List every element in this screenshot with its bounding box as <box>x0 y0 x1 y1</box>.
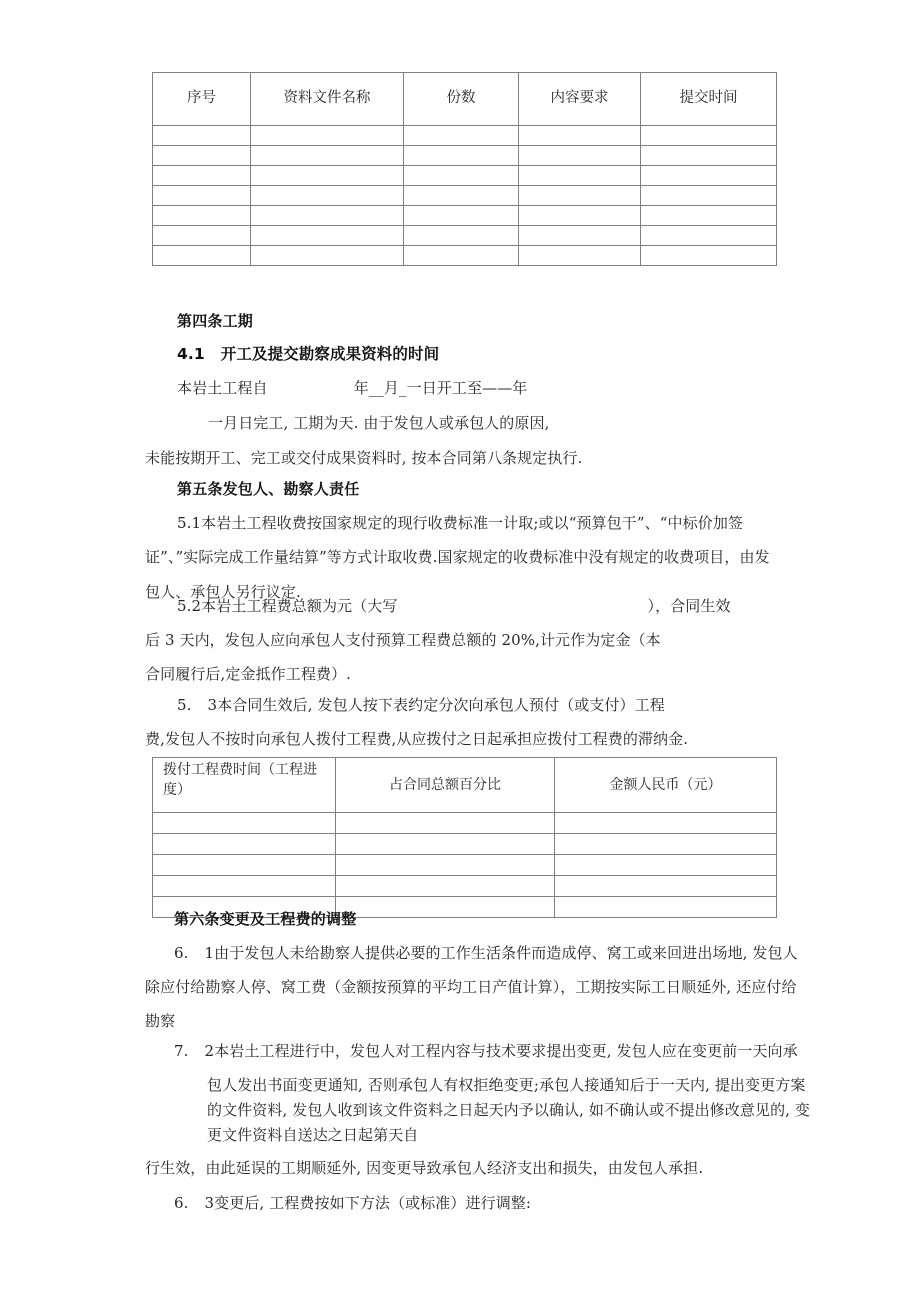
table-cell[interactable] <box>519 166 641 186</box>
table-row <box>153 876 777 897</box>
section-5-2-line-3: 合同履行后,定金抵作工程费）. <box>145 665 352 683</box>
table-row <box>153 166 777 186</box>
table-cell[interactable] <box>251 166 404 186</box>
table-cell[interactable] <box>336 855 555 876</box>
table-cell[interactable] <box>251 126 404 146</box>
article-4-line-1 <box>177 377 527 398</box>
table-row <box>153 246 777 266</box>
section-5-3-line-2: 费,发包人不按时向承包人拨付工程费,从应拨付之日起承担应拨付工程费的滞纳金. <box>145 730 689 748</box>
table-cell[interactable] <box>404 126 519 146</box>
table-cell[interactable] <box>153 166 251 186</box>
table-cell[interactable] <box>555 855 777 876</box>
table-cell[interactable] <box>641 146 777 166</box>
article-6-heading: 第六条变更及工程费的调整 <box>174 910 357 928</box>
column-header-filename: 资料文件名称 <box>251 73 404 126</box>
table-row <box>153 855 777 876</box>
table-cell[interactable] <box>153 813 336 834</box>
table-cell[interactable] <box>153 876 336 897</box>
table-cell[interactable] <box>251 206 404 226</box>
table-cell[interactable] <box>555 834 777 855</box>
table-cell[interactable] <box>641 226 777 246</box>
section-5-3-number: 5. <box>177 696 192 714</box>
table-row <box>153 226 777 246</box>
section-5-2-line-2: 后 3 天内，发包人应向承包人支付预算工程费总额的 20%,计元作为定金（本 <box>145 631 661 649</box>
table-cell[interactable] <box>336 897 555 918</box>
column-header-index: 序号 <box>153 73 251 126</box>
section-6-2-number: 7. <box>174 1042 189 1060</box>
column-header-percentage: 占合同总额百分比 <box>336 758 555 813</box>
article-4-line-1-suffix: 年__月_一日开工至——年 <box>353 379 528 397</box>
section-6-1-line-1 <box>174 942 798 963</box>
article-5-heading: 第五条发包人、勘察人责任 <box>177 480 360 498</box>
table-cell[interactable] <box>555 897 777 918</box>
column-header-amount-rmb: 金额人民币（元） <box>555 758 777 813</box>
section-6-1-line-2: 除应付给勘察人停、窝工费（金额按预算的平均工日产值计算），工期按实际工日顺延外, 还应付给 <box>145 978 797 996</box>
section-4-1-heading <box>177 342 439 364</box>
table-cell[interactable] <box>404 226 519 246</box>
section-5-2-line-1-prefix: 5.2本岩土工程费总额为元（大写 <box>177 597 398 615</box>
section-6-1-line-3: 勘察 <box>145 1012 176 1030</box>
table-cell[interactable] <box>336 834 555 855</box>
table-cell[interactable] <box>641 206 777 226</box>
table-cell[interactable] <box>519 226 641 246</box>
table-cell[interactable] <box>336 876 555 897</box>
section-5-2-line-1 <box>177 595 731 616</box>
table-row <box>153 813 777 834</box>
table-cell[interactable] <box>519 246 641 266</box>
table-cell[interactable] <box>519 146 641 166</box>
article-4-heading: 第四条工期 <box>177 312 254 330</box>
section-5-3-line-1 <box>177 694 665 715</box>
column-header-submit-time: 提交时间 <box>641 73 777 126</box>
column-header-copies: 份数 <box>404 73 519 126</box>
table-header-row <box>153 73 777 126</box>
table-cell[interactable] <box>153 834 336 855</box>
section-6-1-number: 6. <box>174 944 189 962</box>
section-5-1-line-1: 5.1本岩土工程收费按国家规定的现行收费标准一计取;或以“预算包干”、“中标价加签 <box>177 514 744 532</box>
article-4-line-1-prefix: 本岩土工程自 <box>177 379 268 397</box>
section-6-2-text: 2本岩土工程进行中，发包人对工程内容与技术要求提出变更, 发包人应在变更前一天向承 <box>204 1042 798 1060</box>
section-5-2-line-1-suffix: ），合同生效 <box>647 597 731 615</box>
table-row <box>153 206 777 226</box>
article-4-line-3: 未能按期开工、完工或交付成果资料时, 按本合同第八条规定执行. <box>145 449 583 467</box>
table-cell[interactable] <box>641 126 777 146</box>
section-6-2-line-5: 行生效，由此延误的工期顺延外, 因变更导致承包人经济支出和损失，由发包人承担. <box>145 1159 704 1177</box>
table-cell[interactable] <box>555 813 777 834</box>
section-6-2-line-2: 包人发出书面变更通知, 否则承包人有权拒绝变更;承包人接通知后于一天内, 提出变更方案 <box>207 1076 806 1094</box>
table-cell[interactable] <box>251 226 404 246</box>
column-header-payment-time: 拨付工程费时间（工程进度） <box>153 758 336 813</box>
table-cell[interactable] <box>404 146 519 166</box>
column-header-content-requirement: 内容要求 <box>519 73 641 126</box>
table-row <box>153 834 777 855</box>
section-6-3-number: 6. <box>174 1194 189 1212</box>
table-cell[interactable] <box>153 186 251 206</box>
table-row <box>153 186 777 206</box>
section-5-1-line-2: 证”、”实际完成工作量结算”等方式计取收费.国家规定的收费标准中没有规定的收费项目，由发 <box>145 548 770 566</box>
table-cell[interactable] <box>153 126 251 146</box>
table-cell[interactable] <box>404 206 519 226</box>
table-cell[interactable] <box>641 186 777 206</box>
section-6-2-line-3: 的文件资料, 发包人收到该文件资料之日起天内予以确认, 如不确认或不提出修改意见的, 变 <box>207 1101 811 1119</box>
table-cell[interactable] <box>251 186 404 206</box>
table-cell[interactable] <box>519 126 641 146</box>
table-cell[interactable] <box>519 186 641 206</box>
table-cell[interactable] <box>336 813 555 834</box>
table-cell[interactable] <box>153 206 251 226</box>
table-header-row <box>153 758 777 813</box>
table-cell[interactable] <box>153 855 336 876</box>
table-cell[interactable] <box>153 226 251 246</box>
table-cell[interactable] <box>404 246 519 266</box>
section-6-3-text: 3变更后, 工程费按如下方法（或标准）进行调整: <box>204 1194 532 1212</box>
table-cell[interactable] <box>404 186 519 206</box>
payment-schedule-table <box>152 757 777 918</box>
section-6-3-line-1 <box>174 1192 531 1213</box>
table-cell[interactable] <box>404 166 519 186</box>
section-5-3-text: 3本合同生效后, 发包人按下表约定分次向承包人预付（或支付）工程 <box>207 696 665 714</box>
section-5-1-line-3: 包人、承包人另行议定. <box>145 583 301 601</box>
section-4-1-number: 4.1 <box>177 345 205 363</box>
table-cell[interactable] <box>153 146 251 166</box>
table-cell[interactable] <box>251 246 404 266</box>
table-cell[interactable] <box>555 876 777 897</box>
table-cell[interactable] <box>251 146 404 166</box>
section-6-1-text: 1由于发包人未给勘察人提供必要的工作生活条件而造成停、窝工或来回进出场地, 发包人 <box>204 944 798 962</box>
table-cell[interactable] <box>641 246 777 266</box>
materials-table <box>152 72 777 266</box>
section-6-2-line-1 <box>174 1040 798 1061</box>
table-cell[interactable] <box>153 246 251 266</box>
section-4-1-title: 开工及提交勘察成果资料的时间 <box>220 345 440 363</box>
table-cell[interactable] <box>519 206 641 226</box>
article-4-line-2: 一月日完工, 工期为天. 由于发包人或承包人的原因, <box>208 414 550 432</box>
section-6-2-line-4: 更文件资料自送达之日起第天自 <box>207 1126 419 1144</box>
table-cell[interactable] <box>641 166 777 186</box>
table-row <box>153 126 777 146</box>
table-row <box>153 146 777 166</box>
